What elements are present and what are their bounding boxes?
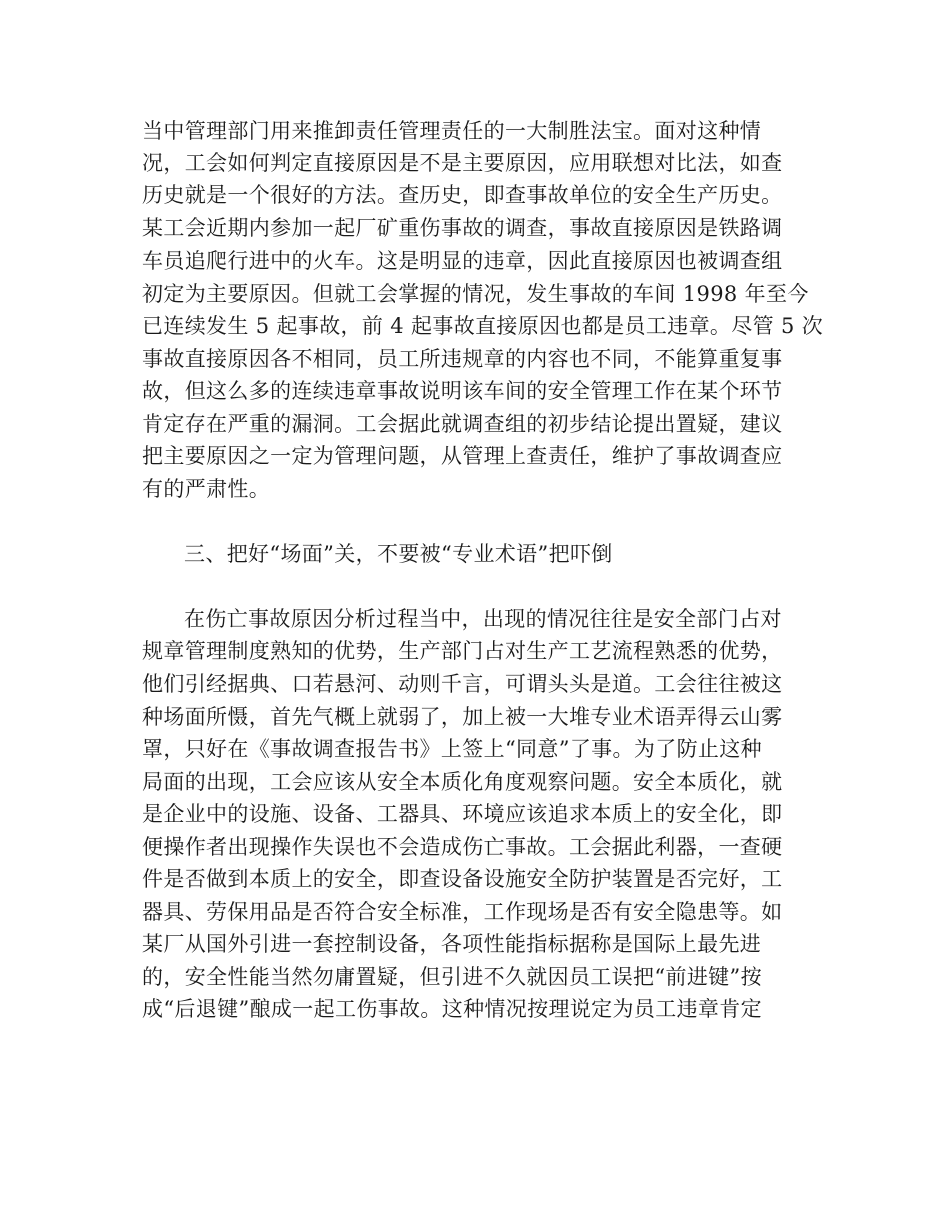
text-line: 事故直接原因各不相同，员工所违规章的内容也不同，不能算重复事 — [142, 347, 783, 371]
text-line: 便操作者出现操作失误也不会造成伤亡事故。工会据此利器，一查硬 — [142, 835, 783, 859]
section-heading: 三、把好“场面”关，不要被“专业术语”把吓倒 — [184, 542, 613, 566]
text-line: 把主要原因之一定为管理问题，从管理上查责任，维护了事故调查应 — [142, 444, 783, 468]
text-line: 肯定存在严重的漏洞。工会据此就调查组的初步结论提出置疑，建议 — [142, 412, 783, 436]
text-line: 故，但这么多的连续违章事故说明该车间的安全管理工作在某个环节 — [142, 379, 783, 403]
text-line: 种场面所慑，首先气概上就弱了，加上被一大堆专业术语弄得云山雾 — [142, 705, 783, 729]
text-line: 是企业中的设施、设备、工器具、环境应该追求本质上的安全化，即 — [142, 802, 783, 826]
text-line: 况，工会如何判定直接原因是不是主要原因，应用联想对比法，如查 — [142, 151, 783, 175]
text-line: 已连续发生 5 起事故，前 4 起事故直接原因也都是员工违章。尽管 5 次 — [142, 314, 824, 338]
text-line: 某工会近期内参加一起厂矿重伤事故的调查，事故直接原因是铁路调 — [142, 216, 783, 240]
text-line: 规章管理制度熟知的优势，生产部门占对生产工艺流程熟悉的优势， — [142, 639, 783, 663]
text-line: 有的严肃性。 — [142, 477, 271, 501]
text-line: 成“后退键”酿成一起工伤事故。这种情况按理说定为员工违章肯定 — [142, 997, 762, 1021]
text-line: 当中管理部门用来推卸责任管理责任的一大制胜法宝。面对这种情 — [142, 119, 762, 143]
text-line: 的，安全性能当然勿庸置疑，但引进不久就因员工误把“前进键”按 — [142, 965, 762, 989]
text-line: 某厂从国外引进一套控制设备，各项性能指标据称是国际上最先进 — [142, 932, 762, 956]
text-line: 初定为主要原因。但就工会掌握的情况，发生事故的车间 1998 年至今 — [142, 282, 809, 306]
text-line: 件是否做到本质上的安全，即查设备设施安全防护装置是否完好，工 — [142, 867, 783, 891]
text-line: 车员追爬行进中的火车。这是明显的违章，因此直接原因也被调查组 — [142, 249, 783, 273]
paragraph-first-line: 在伤亡事故原因分析过程当中，出现的情况往往是安全部门占对 — [184, 607, 782, 631]
text-line: 局面的出现，工会应该从安全本质化角度观察问题。安全本质化，就 — [142, 770, 783, 794]
text-line: 器具、劳保用品是否符合安全标准，工作现场是否有安全隐患等。如 — [142, 900, 783, 924]
text-line: 罩，只好在《事故调查报告书》上签上“同意”了事。为了防止这种 — [142, 737, 762, 761]
text-line: 他们引经据典、口若悬河、动则千言，可谓头头是道。工会往往被这 — [142, 672, 783, 696]
text-line: 历史就是一个很好的方法。查历史，即查事故单位的安全生产历史。 — [142, 183, 783, 207]
